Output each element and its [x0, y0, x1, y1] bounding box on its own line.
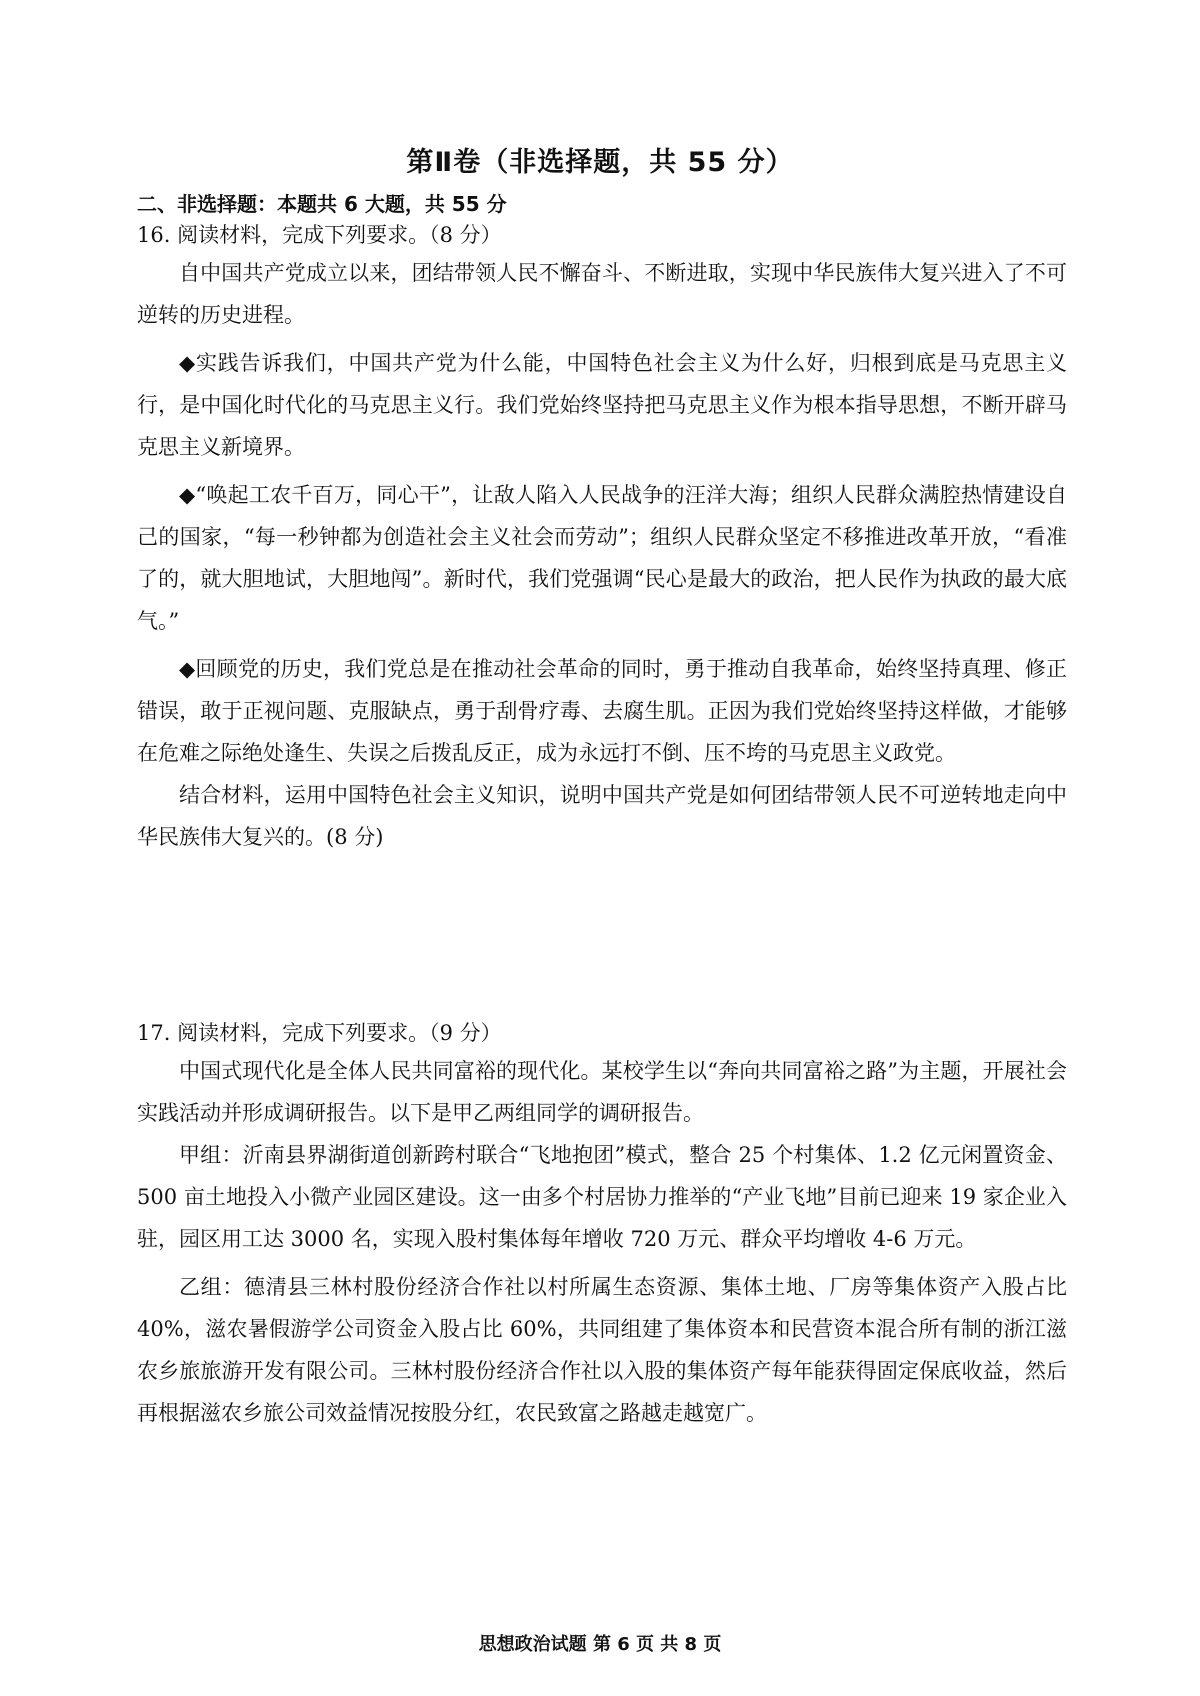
question-17 [137, 1016, 1067, 1434]
question-16 [137, 218, 1067, 858]
section-title: 二、非选择题：本题共 6 大题，共 55 分 [137, 192, 507, 216]
question-17-intro: 中国式现代化是全体人民共同富裕的现代化。某校学生以“奔向共同富裕之路”为主题，开展社会实践活动并形成调研报告。以下是甲乙两组同学的调研报告。 [137, 1059, 1067, 1125]
question-16-intro: 自中国共产党成立以来，团结带领人民不懈奋斗、不断进取，实现中华民族伟大复兴进入了不可逆转的历史进程。 [137, 261, 1067, 327]
question-16-title: 16. 阅读材料，完成下列要求。（8 分） [137, 223, 502, 247]
part-heading: 第Ⅱ卷（非选择题，共 55 分） [406, 147, 794, 178]
question-16-material-2: ◆“唤起工农千百万，同心干”，让敌人陷入人民战争的汪洋大海；组织人民群众满腔热情建设自己的国家，“每一秒钟都为创造社会主义社会而劳动”；组织人民群众坚定不移推进改革开放，“看准了的，就大胆地试，大胆地闯”。新时代，我们党强调“民心是最大的政治，把人民作为执政的最大底气。” [137, 483, 1067, 633]
page-footer: 思想政治试题 第 6 页 共 8 页 [478, 1634, 722, 1655]
question-17-group-a: 甲组：沂南县界湖街道创新跨村联合“飞地抱团”模式，整合 25 个村集体、1.2 亿元闲置资金、500 亩土地投入小微产业园区建设。这一由多个村居协力推举的“产业飞地”目前已迎来 19 家企业入驻，园区用工达 3000 名，实现入股村集体每年增收 720 万元、群众平均增收 4-6 万元。 [137, 1143, 1067, 1251]
question-17-title: 17. 阅读材料，完成下列要求。（9 分） [137, 1021, 502, 1045]
question-17-group-b: 乙组：德清县三林村股份经济合作社以村所属生态资源、集体土地、厂房等集体资产入股占比 40%，滋农暑假游学公司资金入股占比 60%，共同组建了集体资本和民营资本混合所有制的浙江滋农乡旅旅游开发有限公司。三林村股份经济合作社以入股的集体资产每年能获得固定保底收益，然后再根据滋农乡旅公司效益情况按股分红，农民致富之路越走越宽广。 [137, 1275, 1067, 1425]
question-16-material-3: ◆回顾党的历史，我们党总是在推动社会革命的同时，勇于推动自我革命，始终坚持真理、修正错误，敢于正视问题、克服缺点，勇于刮骨疗毒、去腐生肌。正因为我们党始终坚持这样做，才能够在危难之际绝处逢生、失误之后拨乱反正，成为永远打不倒、压不垮的马克思主义政党。 [137, 657, 1067, 765]
question-16-material-1: ◆实践告诉我们，中国共产党为什么能，中国特色社会主义为什么好，归根到底是马克思主义行，是中国化时代化的马克思主义行。我们党始终坚持把马克思主义作为根本指导思想，不断开辟马克思主义新境界。 [137, 351, 1067, 459]
question-16-prompt: 结合材料，运用中国特色社会主义知识，说明中国共产党是如何团结带领人民不可逆转地走向中华民族伟大复兴的。(8 分) [137, 783, 1067, 849]
